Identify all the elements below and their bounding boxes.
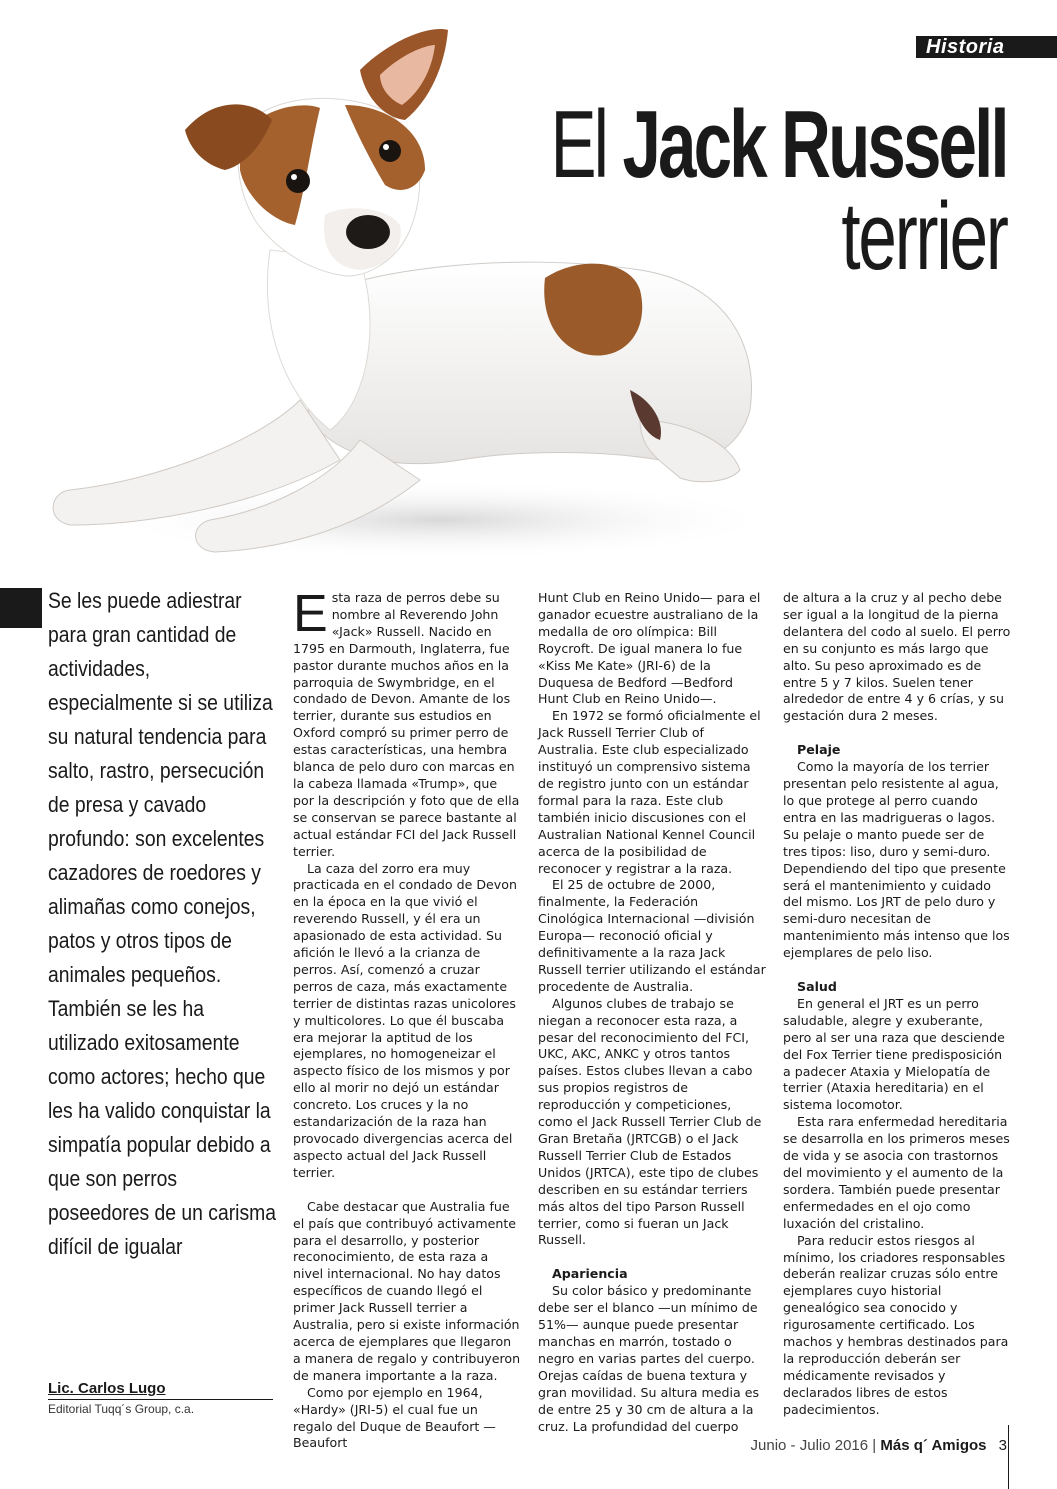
title-line2: terrier <box>841 183 1007 290</box>
heading-salud: Salud <box>797 979 837 995</box>
col1-para-4: Como por ejemplo en 1964, «Hardy» (JRI-5) el cual fue un regalo del Duque de Beaufort —Beaufort <box>293 1384 496 1451</box>
col2-para-1: Hunt Club en Reino Unido— para el ganador ecuestre australiano de la medalla de oro olímpica: Bill Roycroft. De igual manera lo fue «Kiss Me Kate» (JRI-6) de la Duquesa de Bedford —Bedford Hunt Club en Reino Unido—. <box>538 590 761 707</box>
col2-para-3: El 25 de octubre de 2000, finalmente, la Federación Cinológica Internacional —división Europa— reconoció oficial y definitivamente a la raza Jack Russell terrier utilizando el estándar procedente de Australia. <box>538 877 766 994</box>
col3-para-3: En general el JRT es un perro saludable, alegre y exuberante, pero al ser una raza que desciende del Fox Terrier tiene predisposición a padecer Ataxia y Mielopatía de terrier (Ataxia hereditaria) en el sistema locomotor. <box>783 995 1005 1113</box>
accent-block <box>0 588 42 628</box>
pull-quote: Se les puede adiestrar para gran cantidad de actividades, especialmente si se utiliza su natural tendencia para salto, rastro, persecución de presa y cavado profundo: son excelentes cazadores de roedores y alimañas como conejos, patos y otros tipos de animales pequeños. También se les ha utilizado exitosamente como actores; hecho que les ha valido conquistar la simpatía popular debido a que son perros poseedores de un carisma difícil de igualar <box>48 588 277 1259</box>
col1-para-1 <box>293 585 521 861</box>
column-2 <box>538 590 766 1435</box>
title-bold: Jack Russell <box>622 91 1007 198</box>
col3-para-2: Como la mayoría de los terrier presentan pelo resistente al agua, lo que protege al perro cuando entra en las madrigueras o lagos. Su pelaje o manto puede ser de tres tipos: liso, duro y semi-duro. Dependiendo del tipo que presente será el mantenimiento y cuidado del mismo. Los JRT de pelo duro y semi-duro necesitan de mantenimiento más intenso que los ejemplares de pelo liso. <box>783 759 1010 961</box>
section-tag: Historia <box>916 36 1057 58</box>
col2-para-2: En 1972 se formó oficialmente el Jack Russell Terrier Club of Australia. Este club especializado instituyó un comprensivo sistema de registro junto con un estándar formal para la raza. Este club también inicio discusiones con el Australian National Kennel Council acerca de la posibilidad de reconocer y registrar a la raza. <box>538 708 761 876</box>
drop-cap: E <box>293 585 328 643</box>
heading-apariencia: Apariencia <box>552 1266 628 1282</box>
footer-brand: Más q´ Amigos <box>880 1437 987 1454</box>
page-number: 3 <box>998 1437 1007 1454</box>
footer-rule <box>1008 1425 1009 1489</box>
col1-para-1-text: sta raza de perros debe su nombre al Reverendo John «Jack» Russell. Nacido en 1795 en Darmouth, Inglaterra, fue pastor durante muchos años en la parroquia de Swymbridge, en el condado de Devon. Amante de los terrier, durante sus estudios en Oxford compró su primer perro de estas características, una hembra blanca de pelo duro con marcas en la cabeza llamada «Trump», que por la descripción y foto que de ella se conservan se parece bastante al actual estándar FCI del Jack Russell terrier. <box>293 590 520 859</box>
footer-separator: | <box>872 1437 877 1454</box>
dog-eye-right <box>379 140 401 162</box>
col2-para-4: Algunos clubes de trabajo se niegan a reconocer esta raza, a pesar del reconocimiento del FCI, UKC, AKC, ANKC y otros tantos países. Estos clubes llevan a cabo sus propios registros de reproducción y competiciones, como el Jack Russell Terrier Club de Gran Bretaña (JRTCGB) o el Jack Russell Terrier Club de Estados Unidos (JRTCA), este tipo de clubes describen en su estándar terriers más altos del tipo Parson Russell terrier, como si fueran un Jack Russell. <box>538 995 762 1248</box>
heading-pelaje: Pelaje <box>797 742 841 758</box>
column-3 <box>783 590 1011 1419</box>
column-1 <box>293 585 521 1452</box>
dog-nose <box>346 215 390 249</box>
publisher-name: Editorial Tuqq´s Group, c.a. <box>48 1402 195 1416</box>
dog-eye-left <box>286 169 310 193</box>
col1-para-2: La caza del zorro era muy practicada en el condado de Devon en la época en la que vivió el reverendo Russell, y él era un apasionado de esta actividad. Su afición le llevó a la crianza de perros. Así, comenzó a cruzar perros de caza, más exactamente terrier de distintas razas unicolores y multicolores. Lo que él buscaba era mejorar la aptitud de los ejemplares, no homogeneizar el aspecto físico de los mismos y por ello al morir no dejó un estándar concreto. Los cruces y la no estandarización de la raza han provocado divergencias acerca del aspecto actual del Jack Russell terrier. <box>293 860 517 1180</box>
col2-para-5: Su color básico y predominante debe ser el blanco —un mínimo de 51%— aunque puede presentar manchas en marrón, tostado o negro en varias partes del cuerpo. Orejas caídas de buena textura y gran movilidad. Su altura media es de entre 25 y 30 cm de altura a la cruz. La profundidad del cuerpo <box>538 1283 760 1434</box>
col1-para-3: Cabe destacar que Australia fue el país que contribuyó activamente para el desarrollo, y posterior reconocimiento, de esta raza a nivel internacional. No hay datos específicos de cuando llegó el primer Jack Russell terrier a Australia, pero si existe información acerca de ejemplares que llegaron a manera de regalo y contribuyeron de manera importante a la raza. <box>293 1198 521 1383</box>
col3-para-1: de altura a la cruz y al pecho debe ser igual a la longitud de la pierna delantera del codo al suelo. El perro en su conjunto es más largo que alto. Su peso aproximado es de entre 5 y 7 kilos. Suelen tener alrededor de entre 4 y 6 crías, y su gestación dura 2 meses. <box>783 590 1011 724</box>
dog-photo <box>40 20 780 580</box>
footer-date: Junio - Julio 2016 <box>750 1437 869 1454</box>
dog-eye-left-highlight <box>291 174 297 180</box>
col3-para-5: Para reducir estos riesgos al mínimo, los criadores responsables deberán realizar cruzas sólo entre ejemplares cuyo historial genealógico sea conocido y rigurosamente certificado. Los machos y hembras destinados para la reproducción deberán ser médicamente revisados y declarados libres de estos padecimientos. <box>783 1232 1009 1417</box>
dog-eye-right-highlight <box>383 144 389 150</box>
page-footer <box>751 1437 1007 1454</box>
author-name: Lic. Carlos Lugo <box>48 1380 273 1400</box>
col3-para-4: Esta rara enfermedad hereditaria se desarrolla en los primeros meses de vida y se asocia con trastornos del movimiento y el aumento de la sordera. También puede presentar enfermedades en el ojo como luxación del cristalino. <box>783 1114 1010 1231</box>
title-prefix: El <box>550 91 607 198</box>
